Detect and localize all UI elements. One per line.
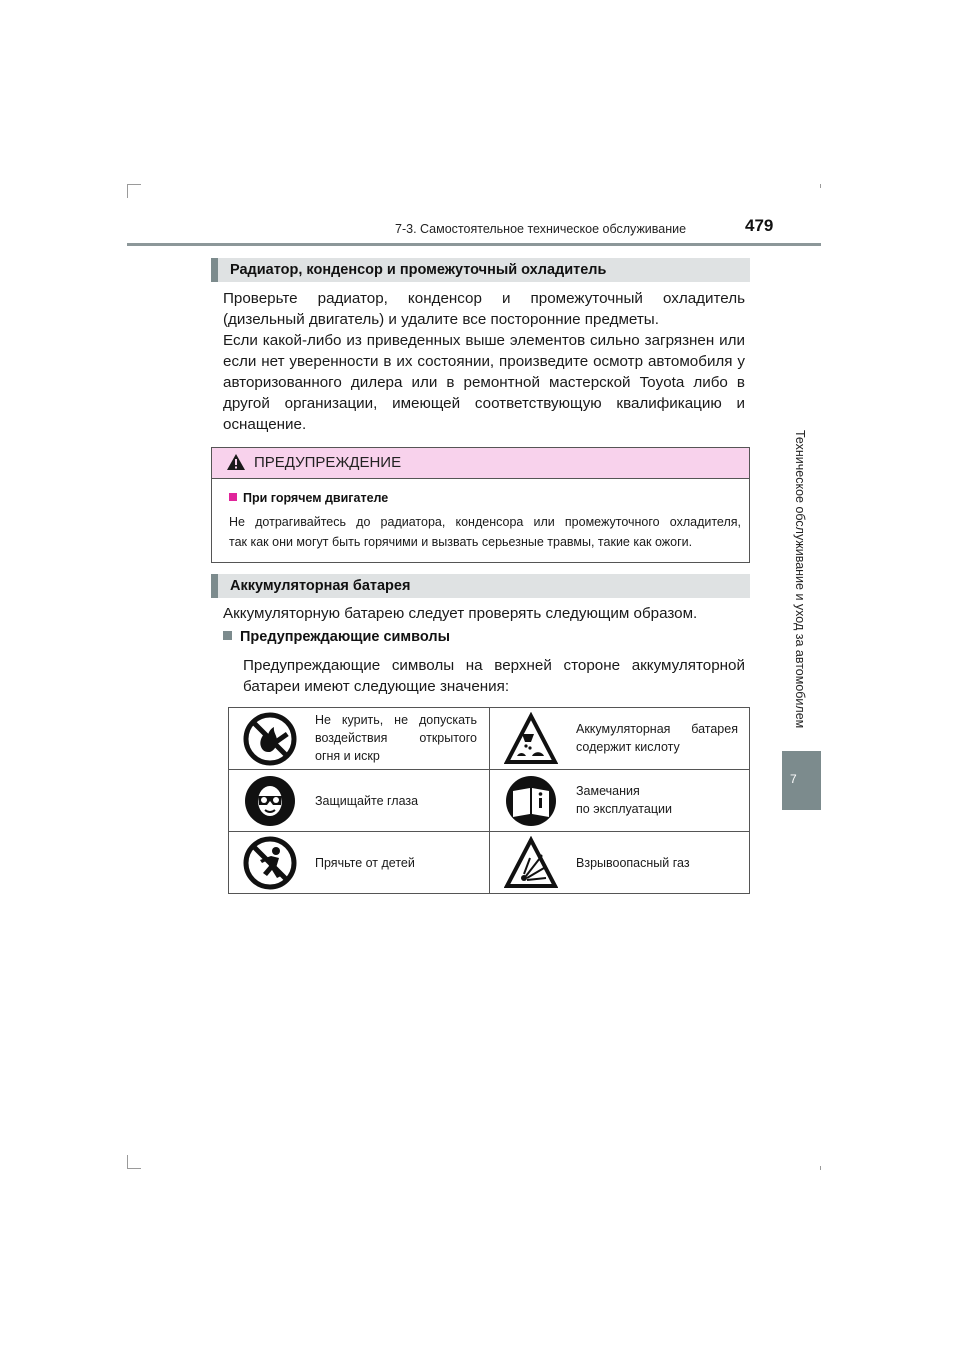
page-number: 479 <box>745 216 774 235</box>
warning-header-text: ПРЕДУПРЕЖДЕНИЕ <box>254 454 402 471</box>
crop-mark-bottom-right <box>820 1166 821 1170</box>
section-title-radiator: Радиатор, конденсор и промежуточный охладитель <box>211 258 750 282</box>
bullet-heading <box>223 629 450 645</box>
crop-mark-top-left-h <box>127 184 141 185</box>
symbol-caption-line: по эксплуатации <box>576 802 672 816</box>
warning-line: так как они могут быть горячими и вызвать серьезные травмы, такие как ожоги. <box>229 535 693 549</box>
section-title-battery: Аккумуляторная батарея <box>211 574 750 598</box>
paragraph-line: оснащение. <box>223 416 307 433</box>
symbol-caption-line: огня и искр <box>315 749 380 763</box>
chapter-tab <box>782 751 821 810</box>
radiator-paragraph <box>223 288 745 435</box>
eye-protection-icon <box>243 774 297 828</box>
warning-triangle-icon <box>226 453 246 471</box>
bullet-line: Предупреждающие символы на верхней стороне аккумуляторной <box>243 657 745 674</box>
symbol-caption-line: воздействия открытого <box>315 731 477 745</box>
explosive-text <box>576 854 738 872</box>
corrosive-acid-icon <box>504 712 558 766</box>
acid-text <box>576 720 738 756</box>
warning-symbols-table <box>228 707 750 894</box>
battery-intro-text: Аккумуляторную батарею следует проверять следующим образом. <box>223 605 698 622</box>
battery-intro <box>223 603 745 624</box>
warning-bullet-icon <box>229 493 237 501</box>
side-chapter-title: Техническое обслуживание и уход за автомобилем <box>793 430 807 729</box>
chapter-title: 7-3. Самостоятельное техническое обслуживание <box>395 222 687 236</box>
paragraph-line: авторизованного дилера или в ремонтной мастерской Toyota либо в <box>223 374 745 391</box>
chapter-tab-number: 7 <box>790 772 797 786</box>
warning-body <box>229 512 741 552</box>
paragraph-line: Проверьте радиатор, конденсор и промежуточный охладитель <box>223 290 745 307</box>
symbol-caption-line: Аккумуляторная батарея <box>576 722 738 736</box>
symbol-caption-line: Прячьте от детей <box>315 856 415 870</box>
eye-protection-text <box>315 792 477 810</box>
warning-subtitle <box>229 491 388 505</box>
bullet-heading-text: Предупреждающие символы <box>240 629 450 645</box>
warning-header <box>212 448 749 479</box>
symbol-caption-line: Не курить, не допускать <box>315 713 477 727</box>
warning-line: Не дотрагивайтесь до радиатора, конденсора или промежуточного охладителя, <box>229 515 741 529</box>
children-text <box>315 854 477 872</box>
no-smoking-flames-icon <box>243 712 297 766</box>
instructions-text <box>576 782 738 818</box>
bullet-square-icon <box>223 631 232 640</box>
crop-mark-top-right <box>820 184 821 188</box>
warning-box <box>211 447 750 563</box>
crop-mark-top-left-v <box>127 184 128 198</box>
explosive-gas-icon <box>504 836 558 890</box>
read-instructions-icon <box>504 774 558 828</box>
no-smoking-text <box>315 711 477 765</box>
crop-mark-bottom-left-h <box>127 1168 141 1169</box>
warning-subtitle-text: При горячем двигателе <box>243 491 389 505</box>
paragraph-line: Если какой-либо из приведенных выше элементов сильно загрязнен или <box>223 332 745 349</box>
crop-mark-bottom-left-v <box>127 1155 128 1169</box>
table-column-divider <box>489 708 490 893</box>
symbol-caption-line: Защищайте глаза <box>315 794 419 808</box>
header-rule <box>127 243 821 246</box>
paragraph-line: (дизельный двигатель) и удалите все посторонние предметы. <box>223 311 659 328</box>
paragraph-line: если нет уверенности в их состоянии, произведите осмотр автомобиля у <box>223 353 745 370</box>
symbol-caption-line: Взрывоопасный газ <box>576 856 690 870</box>
bullet-line: батареи имеют следующие значения: <box>243 678 510 695</box>
symbol-caption-line: содержит кислоту <box>576 740 680 754</box>
symbol-caption-line: Замечания <box>576 784 640 798</box>
paragraph-line: другой организации, имеющей соответствующую квалификацию и <box>223 395 745 412</box>
bullet-paragraph <box>243 655 745 697</box>
keep-away-children-icon <box>243 836 297 890</box>
